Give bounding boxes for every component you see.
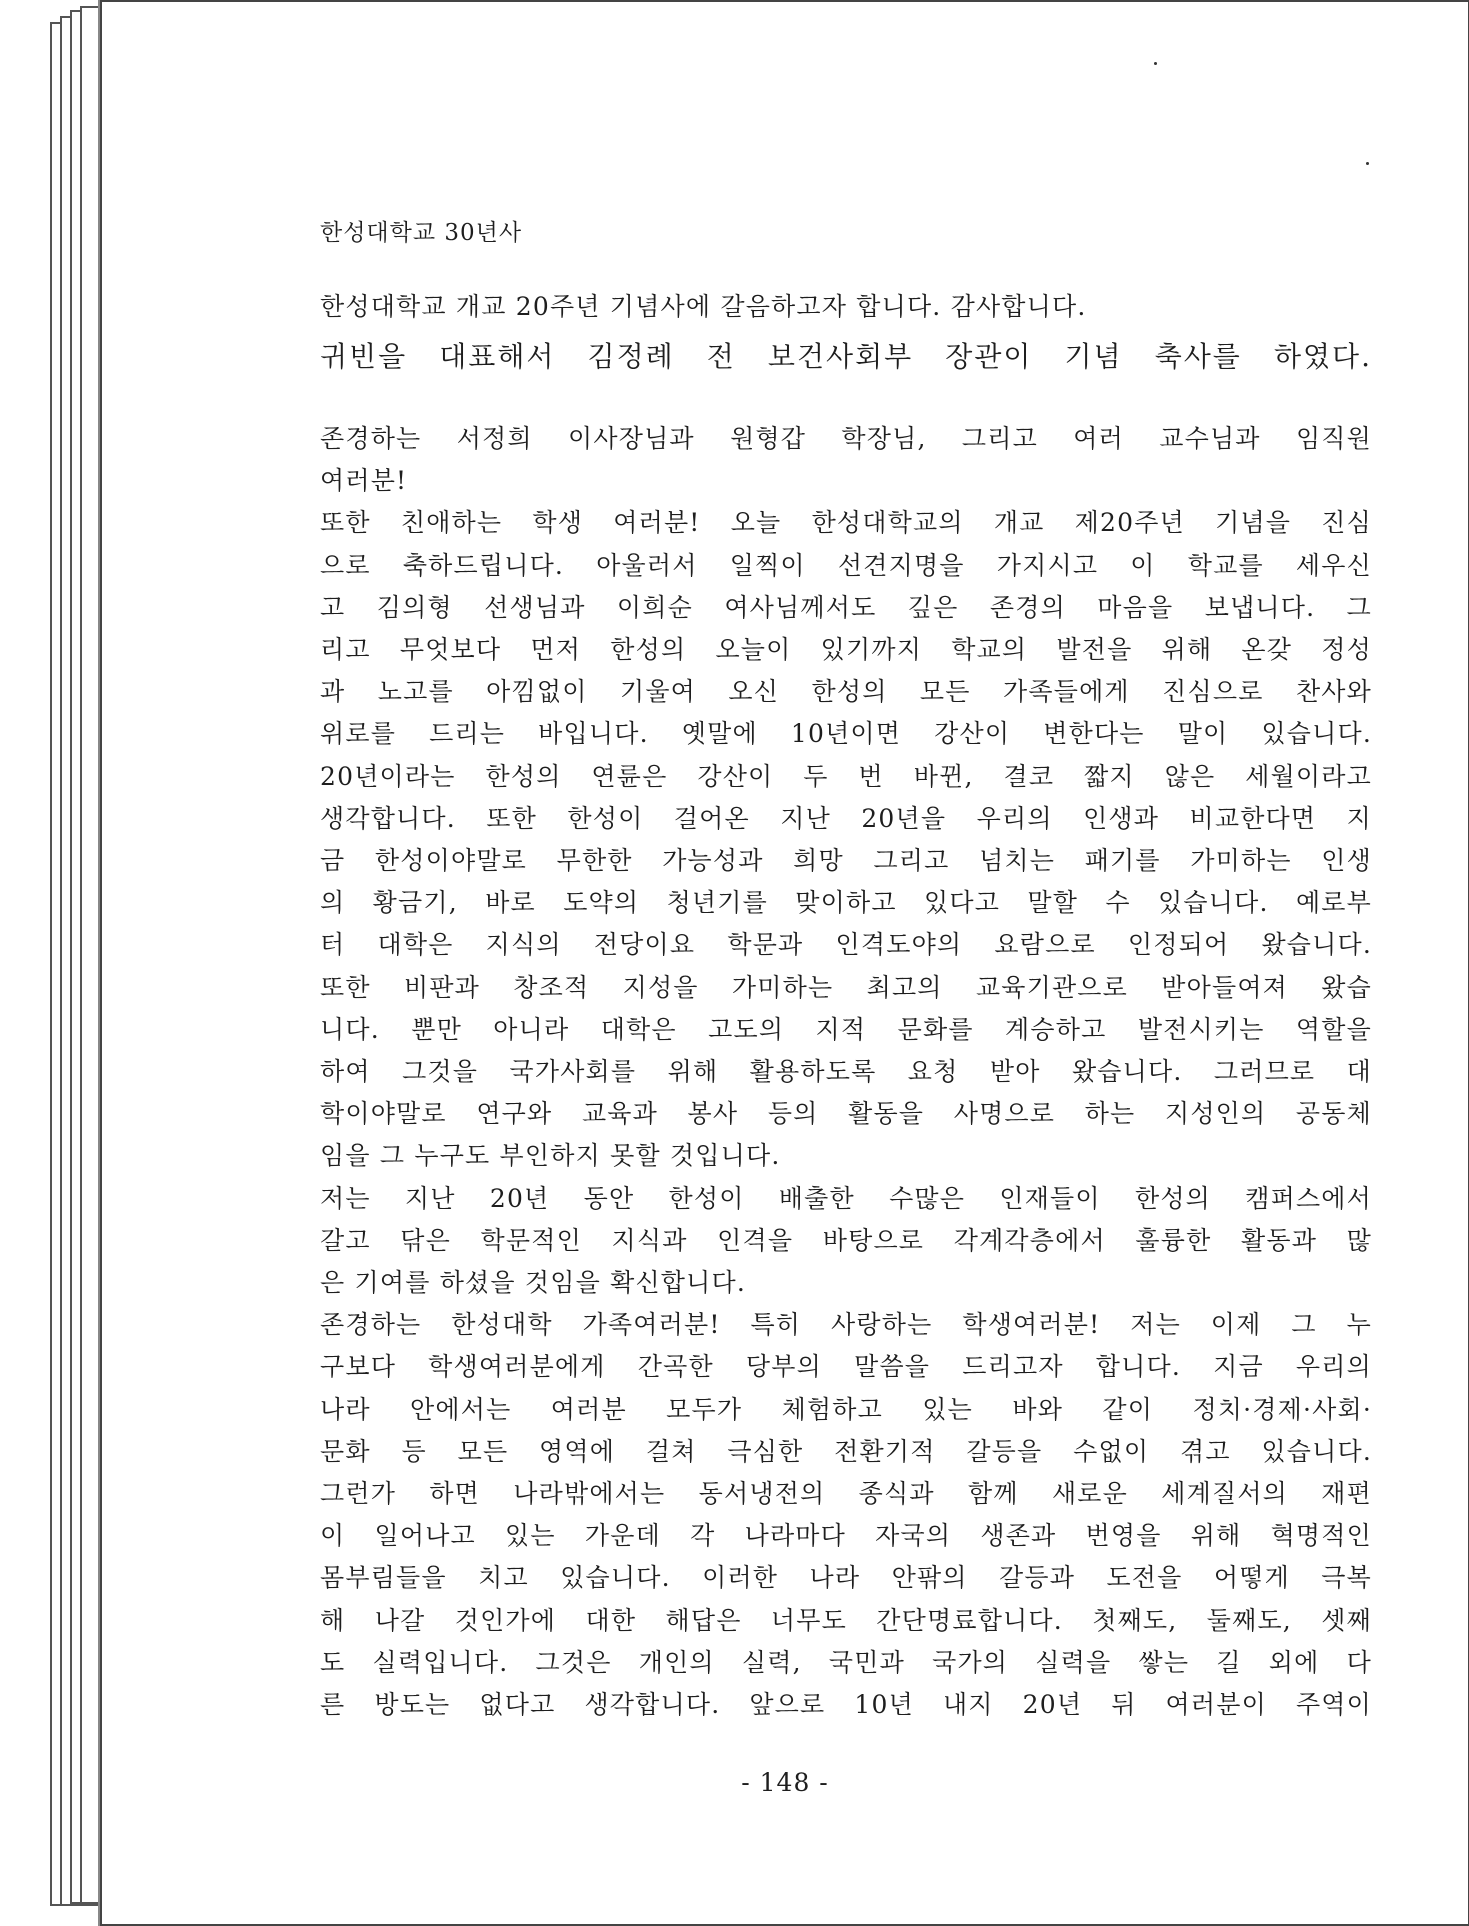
text-line: 문화 등 모든 영역에 걸쳐 극심한 전환기적 갈등을 수없이 겪고 있습니다. <box>320 1436 1372 1466</box>
text-line: 하여 그것을 국가사회를 위해 활용하도록 요청 받아 왔습니다. 그러므로 대 <box>320 1057 1372 1086</box>
text-line: 고 김의형 선생님과 이희순 여사님께서도 깊은 존경의 마음을 보냅니다. 그 <box>320 592 1372 622</box>
text-line: 임을 그 누구도 부인하지 못할 것입니다. <box>320 1141 781 1171</box>
text-line: 한성대학교 개교 20주년 기념사에 갈음하고자 합니다. 감사합니다. <box>320 292 1087 321</box>
text-line: 위로를 드리는 바입니다. 옛말에 10년이면 강산이 변한다는 말이 있습니다. <box>320 719 1372 749</box>
text-line: 몸부림들을 치고 있습니다. 이러한 나라 안팎의 갈등과 도전을 어떻게 극복 <box>320 1563 1372 1593</box>
text-line: 의 황금기, 바로 도약의 청년기를 맞이하고 있다고 말할 수 있습니다. 예로부 <box>320 888 1372 918</box>
text-line: 리고 무엇보다 먼저 한성의 오늘이 있기까지 학교의 발전을 위해 온갖 정성 <box>320 635 1372 664</box>
text-line: 또한 비판과 창조적 지성을 가미하는 최고의 교육기관으로 받아들여져 왔습 <box>320 972 1372 1002</box>
text-line: 존경하는 서정희 이사장님과 원형갑 학장님, 그리고 여러 교수님과 임직원 <box>320 424 1372 453</box>
text-line: 터 대학은 지식의 전당이요 학문과 인격도야의 요람으로 인정되어 왔습니다. <box>320 930 1372 960</box>
text-line: 구보다 학생여러분에게 간곡한 당부의 말씀을 드리고자 합니다. 지금 우리의 <box>320 1352 1372 1382</box>
text-line: 또한 친애하는 학생 여러분! 오늘 한성대학교의 개교 제20주년 기념을 진심 <box>320 508 1372 538</box>
text-line: 갈고 닦은 학문적인 지식과 인격을 바탕으로 각계각층에서 훌륭한 활동과 많 <box>320 1225 1372 1255</box>
page-number: - 148 - <box>741 1768 829 1797</box>
text-line: 이 일어나고 있는 가운데 각 나라마다 자국의 생존과 번영을 위해 혁명적인 <box>320 1521 1372 1551</box>
text-line: 은 기여를 하셨을 것임을 확신합니다. <box>320 1268 746 1297</box>
text-line: 생각합니다. 또한 한성이 걸어온 지난 20년을 우리의 인생과 비교한다면 지 <box>320 803 1372 833</box>
text-line: 저는 지난 20년 동안 한성이 배출한 수많은 인재들이 한성의 캠퍼스에서 <box>320 1183 1372 1213</box>
text-line: 금 한성이야말로 무한한 가능성과 희망 그리고 넘치는 패기를 가미하는 인생 <box>320 846 1372 875</box>
text-line: 른 방도는 없다고 생각합니다. 앞으로 10년 내지 20년 뒤 여러분이 주역이 <box>320 1690 1372 1719</box>
text-line: 으로 축하드립니다. 아울러서 일찍이 선견지명을 가지시고 이 학교를 세우신 <box>320 550 1372 580</box>
running-head: 한성대학교 30년사 <box>320 220 523 246</box>
text-line: 해 나갈 것인가에 대한 해답은 너무도 간단명료합니다. 첫째도, 둘째도, 셋째 <box>320 1605 1372 1635</box>
text-line: 니다. 뿐만 아니라 대학은 고도의 지적 문화를 계승하고 발전시키는 역할을 <box>320 1014 1372 1044</box>
text-line: 학이야말로 연구와 교육과 봉사 등의 활동을 사명으로 하는 지성인의 공동체 <box>320 1099 1372 1129</box>
speck <box>1154 62 1157 65</box>
book-page <box>100 0 1469 1926</box>
text-line: 그런가 하면 나라밖에서는 동서냉전의 종식과 함께 새로운 세계질서의 재편 <box>320 1479 1372 1508</box>
speck <box>1366 162 1369 165</box>
text-line: 존경하는 한성대학 가족여러분! 특히 사랑하는 학생여러분! 저는 이제 그 누 <box>320 1310 1372 1340</box>
text-line: 20년이라는 한성의 연륜은 강산이 두 번 바뀐, 결코 짧지 않은 세월이라고 <box>320 761 1372 791</box>
text-line: 여러분! <box>320 466 408 496</box>
text-line: 과 노고를 아낌없이 기울여 오신 한성의 모든 가족들에게 진심으로 찬사와 <box>320 677 1372 707</box>
text-line: 귀빈을 대표해서 김정례 전 보건사회부 장관이 기념 축사를 하였다. <box>320 340 1372 373</box>
text-line: 도 실력입니다. 그것은 개인의 실력, 국민과 국가의 실력을 쌓는 길 외에 다 <box>320 1647 1372 1677</box>
text-line: 나라 안에서는 여러분 모두가 체험하고 있는 바와 같이 정치·경제·사회· <box>320 1394 1372 1424</box>
